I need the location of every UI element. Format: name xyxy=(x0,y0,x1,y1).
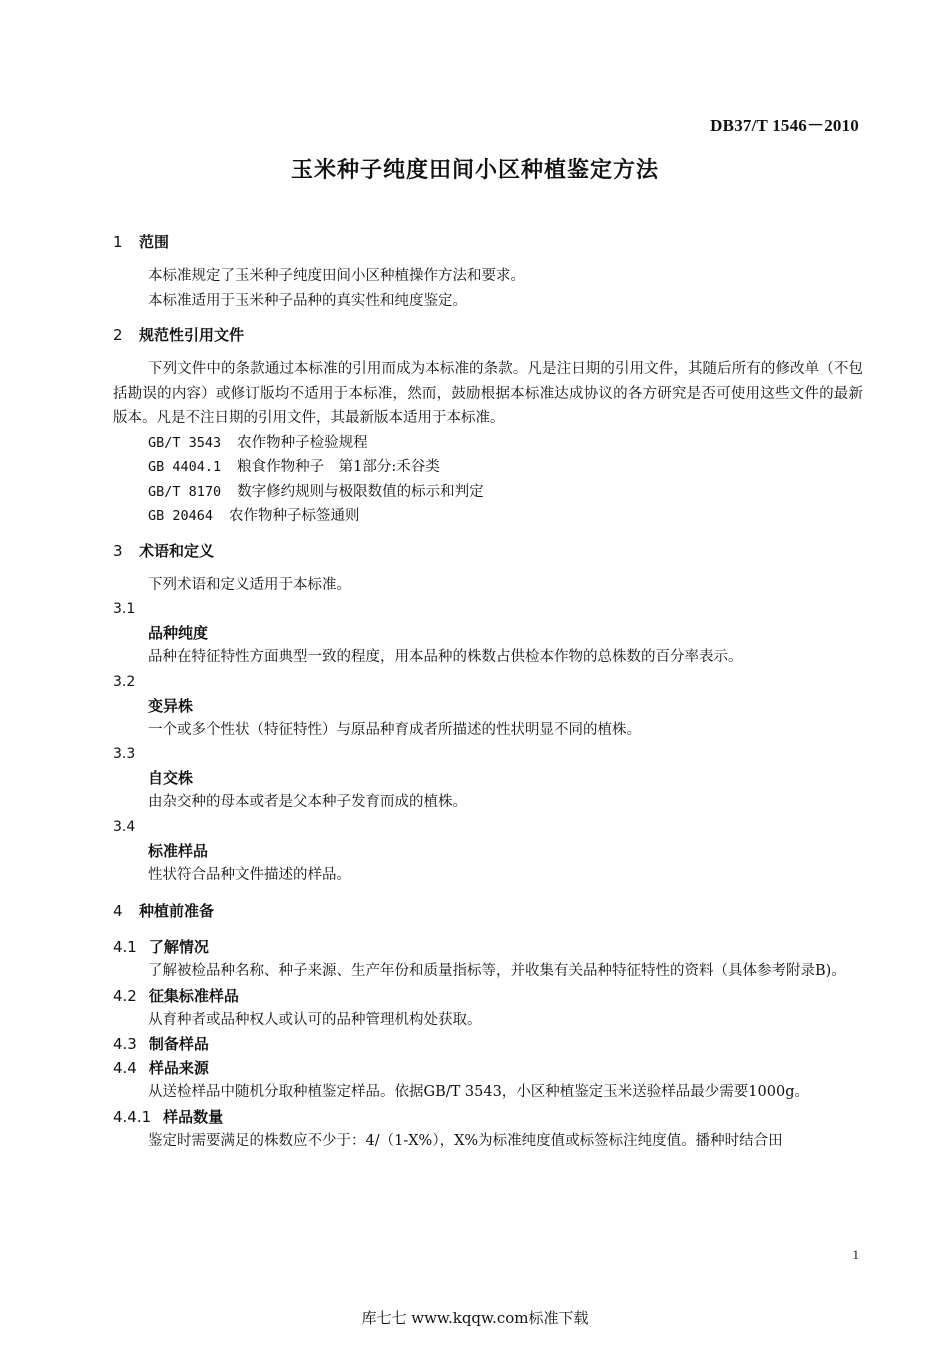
section-1-paragraph-1: 本标准规定了玉米种子纯度田间小区种植操作方法和要求。 xyxy=(148,268,525,284)
subsection-heading: 4.1 了解情况 xyxy=(113,938,209,956)
document-title: 玉米种子纯度田间小区种植鉴定方法 xyxy=(290,158,659,183)
term-number: 3.4 xyxy=(113,818,136,835)
reference-item: GB/T 3543 农作物种子检验规程 xyxy=(148,434,368,451)
term-number: 3.1 xyxy=(113,601,136,617)
document-body xyxy=(113,232,863,1153)
term-name: 标准样品 xyxy=(148,841,209,860)
page-number: 1 xyxy=(852,1247,859,1262)
subsection-text: 了解被检品种名称、种子来源、生产年份和质量指标等，并收集有关品种特征特性的资料（具体参考附录B)。 xyxy=(148,963,846,979)
term-name: 品种纯度 xyxy=(148,624,209,642)
section-3-paragraph: 下列术语和定义适用于本标准。 xyxy=(148,576,351,593)
subsection-heading: 4.4 样品来源 xyxy=(113,1059,209,1077)
section-2-heading: 2 规范性引用文件 xyxy=(113,326,245,344)
reference-item: GB 20464 农作物种子标签通则 xyxy=(148,508,360,524)
term-number: 3.2 xyxy=(113,673,136,690)
section-2-paragraph: 下列文件中的条款通过本标准的引用而成为本标准的条款。凡是注日期的引用文件，其随后所有的修改单（不包括勘误的内容）或修订版均不适用于本标准，然而，鼓励根据本标准达成协议的各方研究是否可使用这些文件的最新版本。凡是不注日期的引用文件，其最新版本适用于本标准。 xyxy=(113,361,863,426)
term-definition: 由杂交种的母本或者是父本种子发育而成的植株。 xyxy=(148,794,467,810)
section-1-paragraph-2: 本标准适用于玉米种子品种的真实性和纯度鉴定。 xyxy=(148,292,467,309)
term-name: 自交株 xyxy=(148,769,194,787)
subsection-heading: 4.4.1 样品数量 xyxy=(113,1107,224,1126)
section-3-heading: 3 术语和定义 xyxy=(113,541,215,560)
term-number: 3.3 xyxy=(113,746,136,762)
footer-watermark: 库七七 www.kqqw.com标准下载 xyxy=(361,1309,589,1327)
subsection-text: 从送检样品中随机分取种植鉴定样品。依据GB/T 3543，小区种植鉴定玉米送验样品最少需要1000g。 xyxy=(148,1084,809,1100)
section-1-heading: 1 范围 xyxy=(113,233,170,251)
term-name: 变异株 xyxy=(148,696,194,715)
subsection-heading: 4.2 征集标准样品 xyxy=(113,986,239,1005)
standard-number: DB37/T 1546－2010 xyxy=(710,116,859,135)
reference-item: GB 4404.1 粮食作物种子 第1部分:禾谷类 xyxy=(148,459,440,475)
term-definition: 性状符合品种文件描述的样品。 xyxy=(148,866,351,883)
reference-item: GB/T 8170 数字修约规则与极限数值的标示和判定 xyxy=(148,483,484,500)
subsection-text: 从育种者或品种权人或认可的品种管理机构处获取。 xyxy=(148,1011,482,1028)
subsection-text: 鉴定时需要满足的株数应不少于：4/（1-X%），X%为标准纯度值或标签标注纯度值。播种时结合田 xyxy=(148,1132,783,1149)
subsection-heading: 4.3 制备样品 xyxy=(113,1035,209,1053)
section-4-heading: 4 种植前准备 xyxy=(113,902,215,920)
term-definition: 品种在特征特性方面典型一致的程度，用本品种的株数占供检本作物的总株数的百分率表示。 xyxy=(148,649,743,665)
term-definition: 一个或多个性状（特征特性）与原品种育成者所描述的性状明显不同的植株。 xyxy=(148,721,641,738)
